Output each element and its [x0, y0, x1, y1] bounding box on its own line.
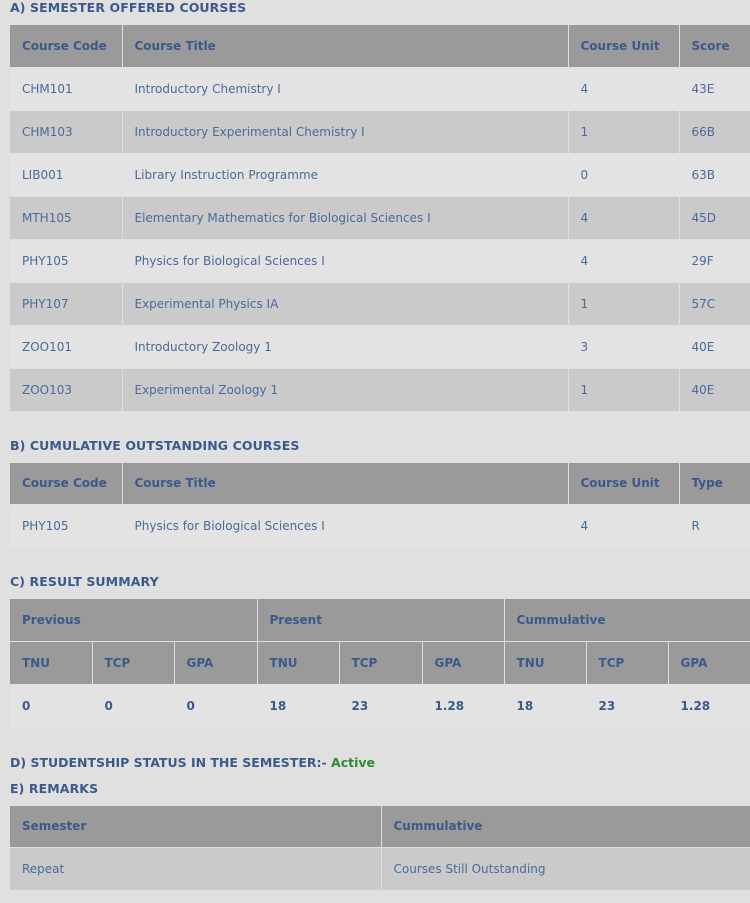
course-title: Library Instruction Programme [122, 153, 568, 196]
course-unit: 0 [568, 153, 679, 196]
summary-subheader: TCP [586, 641, 668, 684]
course-unit: 1 [568, 110, 679, 153]
course-code: CHM101 [10, 67, 122, 110]
course-title: Elementary Mathematics for Biological Sciences I [122, 196, 568, 239]
summary-subheader: GPA [174, 641, 257, 684]
table-row [10, 505, 750, 548]
header-course-title: Course Title [122, 463, 568, 505]
course-unit: 4 [568, 67, 679, 110]
summary-group-present: Present [257, 599, 504, 641]
course-unit: 4 [568, 239, 679, 282]
summary-subheader: TNU [504, 641, 586, 684]
table-row [10, 153, 750, 196]
course-title: Experimental Zoology 1 [122, 368, 568, 411]
table-row [10, 325, 750, 368]
summary-subheader: TCP [92, 641, 174, 684]
course-unit: 4 [568, 505, 679, 548]
remark-semester: Repeat [10, 848, 381, 891]
remarks-table [10, 806, 750, 892]
course-code: PHY105 [10, 505, 122, 548]
header-type: Type [679, 463, 750, 505]
header-course-title: Course Title [122, 25, 568, 67]
offered-header-row [10, 25, 750, 67]
table-row [10, 67, 750, 110]
remarks-header-row [10, 806, 750, 848]
table-row [10, 282, 750, 325]
course-code: PHY107 [10, 282, 122, 325]
summary-subheader: TNU [10, 641, 92, 684]
table-row [10, 368, 750, 411]
summary-value: 0 [10, 684, 92, 728]
course-score: 45D [679, 196, 750, 239]
table-row [10, 110, 750, 153]
course-type: R [679, 505, 750, 548]
table-row [10, 196, 750, 239]
offered-courses-table [10, 25, 750, 412]
summary-subheader: GPA [422, 641, 504, 684]
header-score: Score [679, 25, 750, 67]
summary-value: 0 [92, 684, 174, 728]
header-semester: Semester [10, 806, 381, 848]
course-unit: 1 [568, 368, 679, 411]
table-row [10, 848, 750, 891]
course-score: 66B [679, 110, 750, 153]
summary-subheader-row [10, 641, 750, 684]
course-unit: 3 [568, 325, 679, 368]
result-summary-table [10, 599, 750, 729]
summary-subheader: TCP [339, 641, 422, 684]
summary-group-cumulative: Cummulative [504, 599, 750, 641]
header-course-unit: Course Unit [568, 463, 679, 505]
outstanding-header-row [10, 463, 750, 505]
course-score: 40E [679, 368, 750, 411]
course-score: 57C [679, 282, 750, 325]
course-code: MTH105 [10, 196, 122, 239]
course-code: PHY105 [10, 239, 122, 282]
studentship-status [0, 755, 750, 771]
course-title: Physics for Biological Sciences I [122, 239, 568, 282]
header-course-unit: Course Unit [568, 25, 679, 67]
header-course-code: Course Code [10, 25, 122, 67]
remark-cumulative: Courses Still Outstanding [381, 848, 750, 891]
course-score: 43E [679, 67, 750, 110]
section-a-title: A) SEMESTER OFFERED COURSES [10, 0, 247, 15]
header-cumulative: Cummulative [381, 806, 750, 848]
course-title: Introductory Experimental Chemistry I [122, 110, 568, 153]
course-title: Physics for Biological Sciences I [122, 505, 568, 548]
summary-value: 0 [174, 684, 257, 728]
summary-value: 23 [339, 684, 422, 728]
status-badge: Active [331, 754, 376, 770]
course-unit: 4 [568, 196, 679, 239]
summary-value: 18 [257, 684, 339, 728]
section-b-title: B) CUMULATIVE OUTSTANDING COURSES [10, 437, 300, 453]
summary-subheader: TNU [257, 641, 339, 684]
summary-value: 18 [504, 684, 586, 728]
course-title: Introductory Zoology 1 [122, 325, 568, 368]
course-code: ZOO101 [10, 325, 122, 368]
summary-subheader: GPA [668, 641, 750, 684]
header-course-code: Course Code [10, 463, 122, 505]
course-title: Experimental Physics IA [122, 282, 568, 325]
table-row [10, 239, 750, 282]
course-score: 40E [679, 325, 750, 368]
section-d-title: D) STUDENTSHIP STATUS IN THE SEMESTER:- [10, 754, 327, 770]
course-code: CHM103 [10, 110, 122, 153]
course-title: Introductory Chemistry I [122, 67, 568, 110]
summary-value: 23 [586, 684, 668, 728]
course-unit: 1 [568, 282, 679, 325]
section-e-title: E) REMARKS [10, 780, 99, 796]
summary-values-row [10, 684, 750, 728]
outstanding-courses-table [10, 463, 750, 549]
summary-value: 1.28 [422, 684, 504, 728]
course-score: 63B [679, 153, 750, 196]
summary-group-row [10, 599, 750, 641]
course-score: 29F [679, 239, 750, 282]
summary-group-previous: Previous [10, 599, 257, 641]
course-code: ZOO103 [10, 368, 122, 411]
section-c-title: C) RESULT SUMMARY [10, 574, 159, 589]
summary-value: 1.28 [668, 684, 750, 728]
course-code: LIB001 [10, 153, 122, 196]
